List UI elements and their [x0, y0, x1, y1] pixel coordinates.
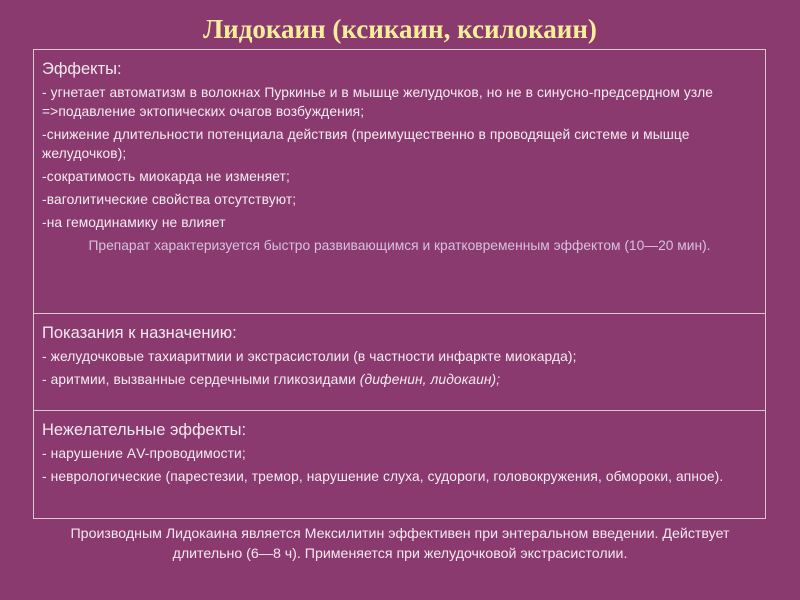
indications-line: - желудочковые тахиаритмии и экстрасистолии (в частности инфаркте миокарда); [42, 349, 577, 364]
side-effects-section [34, 411, 765, 518]
effects-line: - угнетает автоматизм в волокнах Пуркинье и в мышце желудочков, но не в синусно-предсердном узле =>подавление эктопических очагов возбуждения; [42, 85, 714, 119]
side-effects-heading: Нежелательные эффекты: [42, 421, 247, 439]
effects-line: -на гемодинамику не влияет [42, 215, 226, 230]
indications-section [34, 314, 765, 411]
page-title: Лидокаин (ксикаин, ксилокаин) [203, 14, 597, 44]
indications-heading: Показания к назначению: [42, 324, 237, 342]
indications-drugs: (дифенин, лидокаин); [359, 372, 501, 387]
effects-line: -сократимость миокарда не изменяет; [42, 169, 290, 184]
effects-note: Препарат характеризуется быстро развивающимся и кратковременным эффектом (10—20 мин). [88, 238, 711, 253]
indications-line [42, 370, 757, 389]
effects-line: -ваголитические свойства отсутствуют; [42, 192, 297, 207]
effects-section [34, 50, 765, 314]
indications-line-text: - аритмии, вызванные сердечными гликозидами [42, 372, 360, 387]
side-effects-line: - неврологические (парестезии, тремор, нарушение слуха, судороги, головокружения, обмороки, апное). [42, 469, 724, 484]
effects-heading: Эффекты: [42, 60, 122, 78]
effects-line: -снижение длительности потенциала действия (преимущественно в проводящей системе и мышце желудочков); [42, 127, 690, 161]
footer-note: Производным Лидокаина является Мексилитин эффективен при энтеральном введении. Действует длительно (6—8 ч). Применяется при желудочковой экстрасистолии. [70, 526, 730, 562]
side-effects-line: - нарушение АV-проводимости; [42, 446, 246, 461]
content-table [33, 49, 766, 519]
